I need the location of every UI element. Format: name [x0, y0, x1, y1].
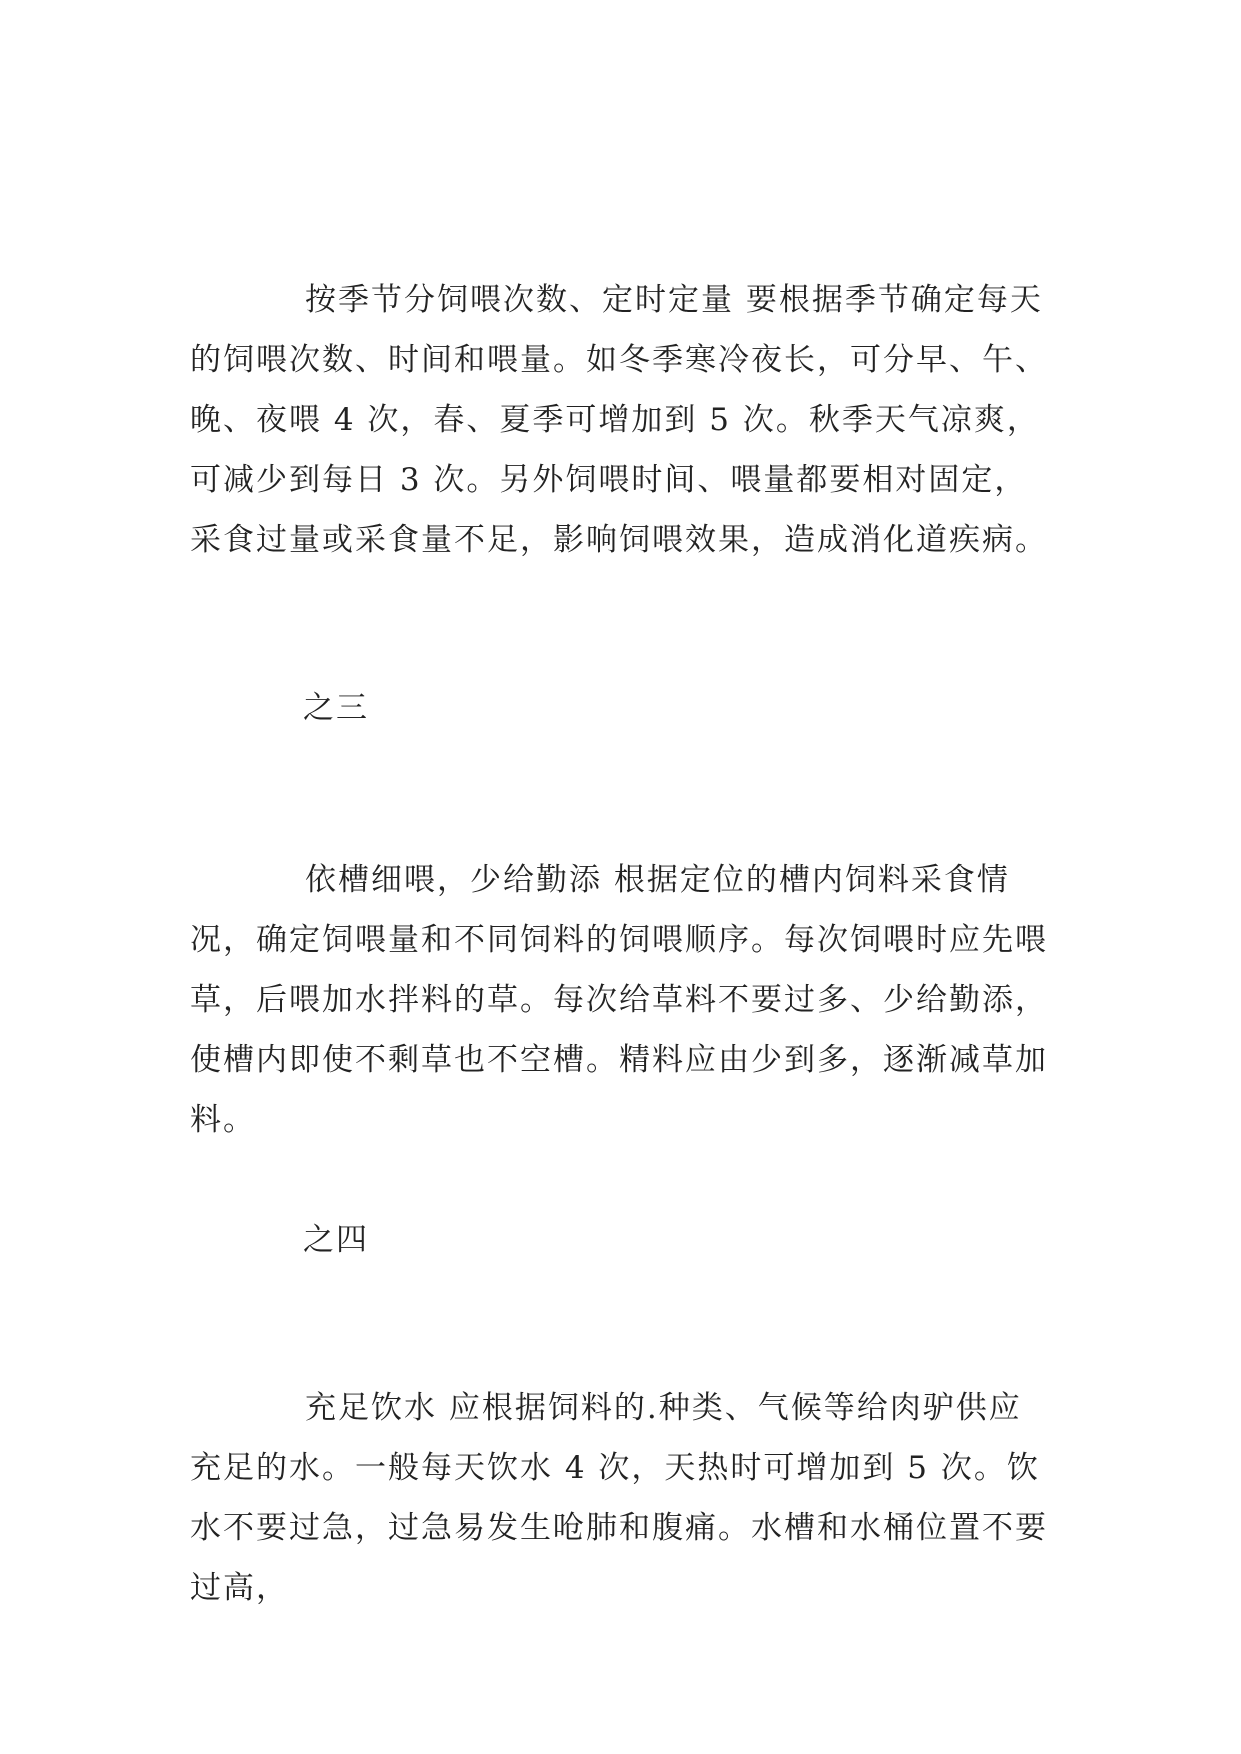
paragraph-water-supply: 充足饮水 应根据饲料的.种类、气候等给肉驴供应充足的水。一般每天饮水 4 次，天热时可增加到 5 次。饮水不要过急，过急易发生呛肺和腹痛。水槽和水桶位置不要过高，	[190, 1390, 1048, 1606]
paragraph-trough-feeding: 依槽细喂，少给勤添 根据定位的槽内饲料采食情况，确定饲喂量和不同饲料的饲喂顺序。每次饲喂时应先喂草，后喂加水拌料的草。每次给草料不要过多、少给勤添，使槽内即使不剩草也不空槽。精料应由少到多，逐渐减草加料。	[190, 862, 1048, 1138]
section-heading-3: 之三	[303, 690, 369, 726]
section-heading-4: 之四	[303, 1222, 369, 1258]
paragraph-feeding-schedule: 按季节分饲喂次数、定时定量 要根据季节确定每天的饲喂次数、时间和喂量。如冬季寒冷夜长，可分早、午、晚、夜喂 4 次，春、夏季可增加到 5 次。秋季天气凉爽，可减少到每日 3 次。另外饲喂时间、喂量都要相对固定，采食过量或采食量不足，影响饲喂效果，造成消化道疾病。	[190, 282, 1048, 558]
